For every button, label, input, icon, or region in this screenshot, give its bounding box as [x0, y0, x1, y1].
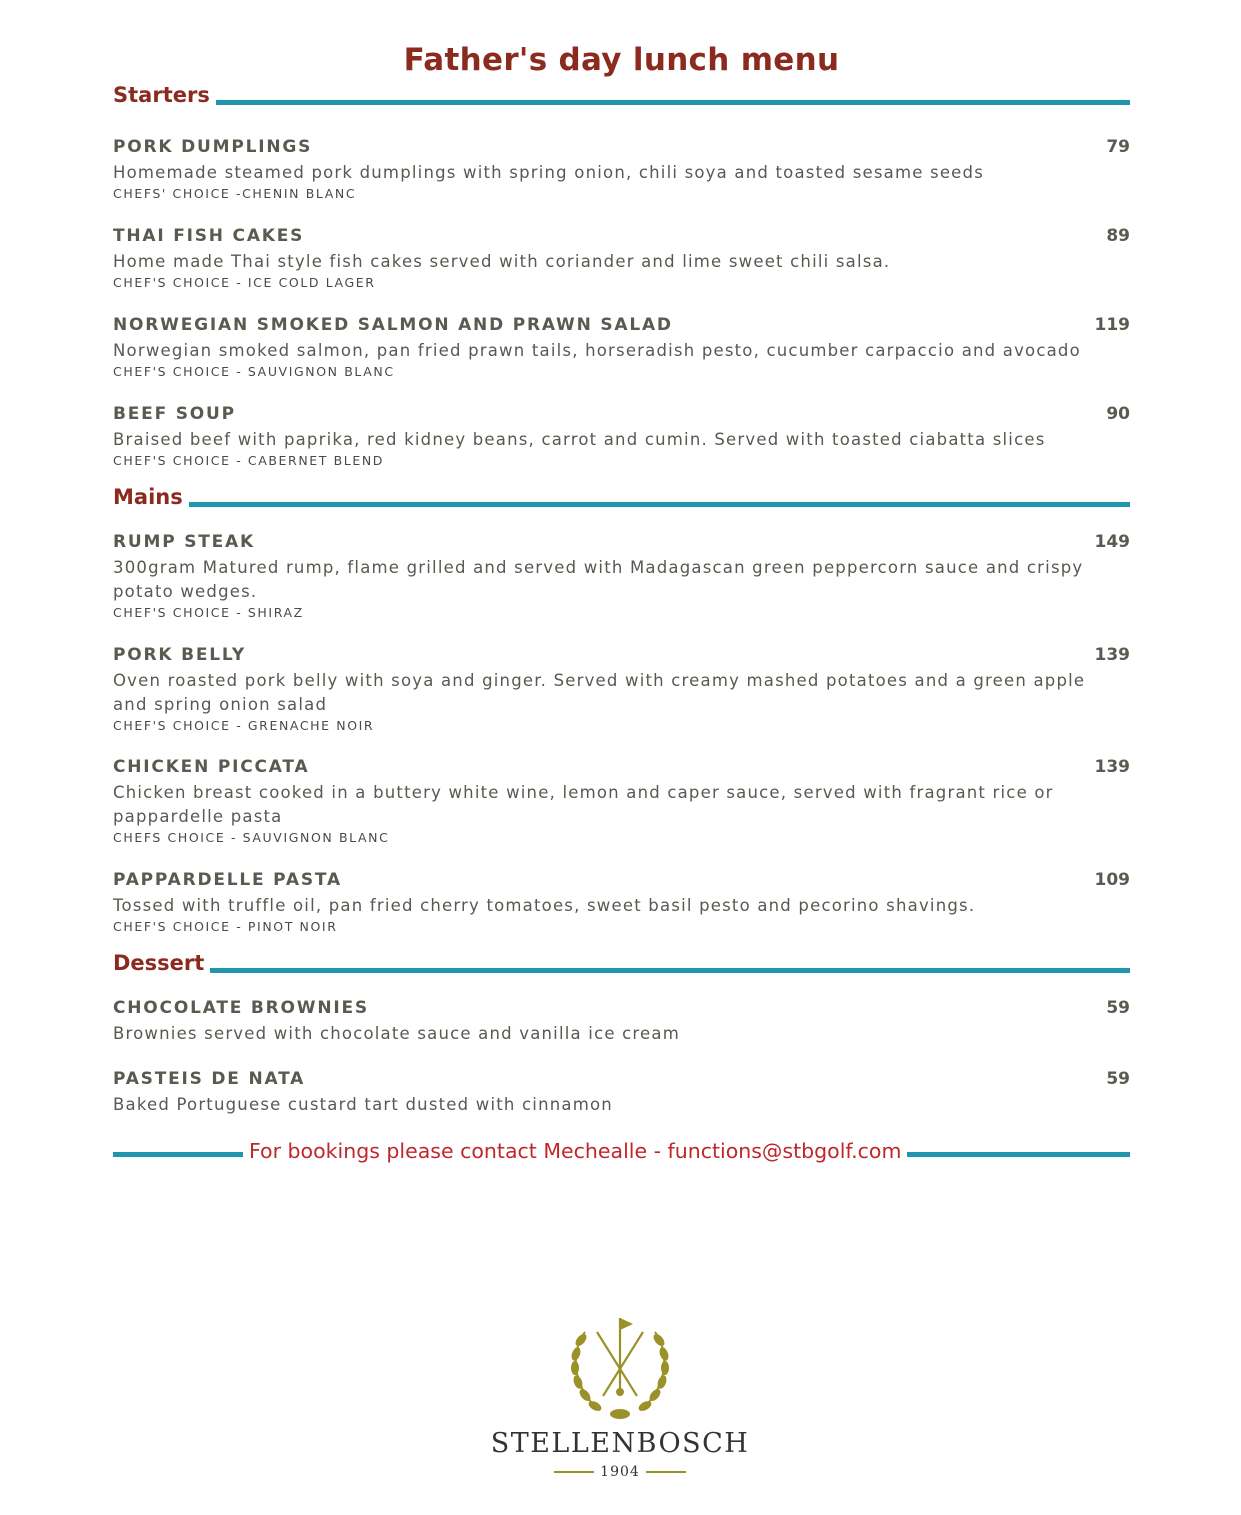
- item-description: Chicken breast cooked in a buttery white wine, lemon and caper sauce, served with fragrant rice or pappardelle pasta: [113, 783, 1054, 826]
- item-description: Homemade steamed pork dumplings with spring onion, chili soya and toasted sesame seeds: [113, 163, 984, 182]
- menu-item: [113, 1069, 1130, 1117]
- item-description: Brownies served with chocolate sauce and vanilla ice cream: [113, 1024, 680, 1043]
- menu-item: [113, 404, 1130, 470]
- menu-item: [113, 757, 1130, 847]
- section-header-dessert: [113, 946, 1130, 976]
- wine-pairing: CHEF'S CHOICE - PINOT NOIR: [113, 919, 338, 934]
- wine-pairing: CHEF'S CHOICE - SHIRAZ: [113, 605, 304, 620]
- section-header-starters: [113, 78, 1130, 108]
- item-name: BEEF SOUP: [113, 404, 236, 424]
- item-name: CHOCOLATE BROWNIES: [113, 998, 369, 1018]
- wine-pairing: CHEF'S CHOICE - SAUVIGNON BLANC: [113, 364, 395, 379]
- item-price: 90: [1106, 404, 1130, 424]
- section-divider: [189, 502, 1130, 507]
- logo-brand-name: STELLENBOSCH: [490, 1428, 750, 1459]
- menu-item: [113, 315, 1130, 381]
- item-price: 149: [1094, 532, 1130, 552]
- item-price: 119: [1094, 315, 1130, 335]
- item-name: PORK DUMPLINGS: [113, 137, 313, 157]
- item-name: NORWEGIAN SMOKED SALMON AND PRAWN SALAD: [113, 315, 673, 335]
- item-name: THAI FISH CAKES: [113, 226, 305, 246]
- logo-year-line-right: [646, 1471, 686, 1473]
- menu-item: [113, 645, 1130, 735]
- booking-contact-bar: [113, 1136, 1130, 1166]
- logo-year: 1904: [600, 1464, 640, 1480]
- item-description: Baked Portuguese custard tart dusted with cinnamon: [113, 1095, 613, 1114]
- item-description: Braised beef with paprika, red kidney beans, carrot and cumin. Served with toasted ciabatta slices: [113, 430, 1046, 449]
- section-label: Starters: [113, 83, 210, 107]
- section-label: Dessert: [113, 951, 205, 975]
- item-description: Home made Thai style fish cakes served with coriander and lime sweet chili salsa.: [113, 252, 891, 271]
- wine-pairing: CHEFS' CHOICE -CHENIN BLANC: [113, 186, 357, 201]
- menu-item: [113, 998, 1130, 1046]
- item-price: 139: [1094, 757, 1130, 777]
- wine-pairing: CHEF'S CHOICE - CABERNET BLEND: [113, 453, 385, 468]
- item-name: RUMP STEAK: [113, 532, 255, 552]
- golf-club-crest-icon: [565, 1310, 675, 1422]
- section-divider: [216, 100, 1130, 105]
- section-label: Mains: [113, 485, 183, 509]
- item-description: Tossed with truffle oil, pan fried cherry tomatoes, sweet basil pesto and pecorino shavings.: [113, 896, 976, 915]
- logo-year-row: [460, 1464, 780, 1480]
- item-name: CHICKEN PICCATA: [113, 757, 310, 777]
- wine-pairing: CHEF'S CHOICE - ICE COLD LAGER: [113, 275, 376, 290]
- menu-item: [113, 226, 1130, 292]
- contact-divider-right: [907, 1152, 1130, 1157]
- item-price: 59: [1106, 998, 1130, 1018]
- wine-pairing: CHEF'S CHOICE - GRENACHE NOIR: [113, 718, 375, 733]
- item-price: 89: [1106, 226, 1130, 246]
- stellenbosch-logo: [460, 1310, 780, 1490]
- item-price: 59: [1106, 1069, 1130, 1089]
- item-price: 79: [1106, 137, 1130, 157]
- section-divider: [210, 968, 1130, 973]
- section-header-mains: [113, 480, 1130, 510]
- item-name: PORK BELLY: [113, 645, 246, 665]
- logo-year-line-left: [554, 1471, 594, 1473]
- wine-pairing: CHEFS CHOICE - SAUVIGNON BLANC: [113, 830, 390, 845]
- booking-contact-text: For bookings please contact Mechealle - functions@stbgolf.com: [249, 1139, 902, 1163]
- item-name: PAPPARDELLE PASTA: [113, 870, 342, 890]
- menu-item: [113, 532, 1130, 622]
- item-price: 139: [1094, 645, 1130, 665]
- page-title: Father's day lunch menu: [403, 42, 840, 78]
- menu-item: [113, 870, 1130, 936]
- item-description: Norwegian smoked salmon, pan fried prawn tails, horseradish pesto, cucumber carpaccio and avocado: [113, 341, 1081, 360]
- item-description: 300gram Matured rump, flame grilled and served with Madagascan green peppercorn sauce and crispy potato wedges.: [113, 558, 1084, 601]
- item-description: Oven roasted pork belly with soya and ginger. Served with creamy mashed potatoes and a green apple and spring onion salad: [113, 671, 1086, 714]
- menu-item: [113, 137, 1130, 203]
- contact-divider-left: [113, 1152, 243, 1157]
- item-name: PASTEIS DE NATA: [113, 1069, 306, 1089]
- item-price: 109: [1094, 870, 1130, 890]
